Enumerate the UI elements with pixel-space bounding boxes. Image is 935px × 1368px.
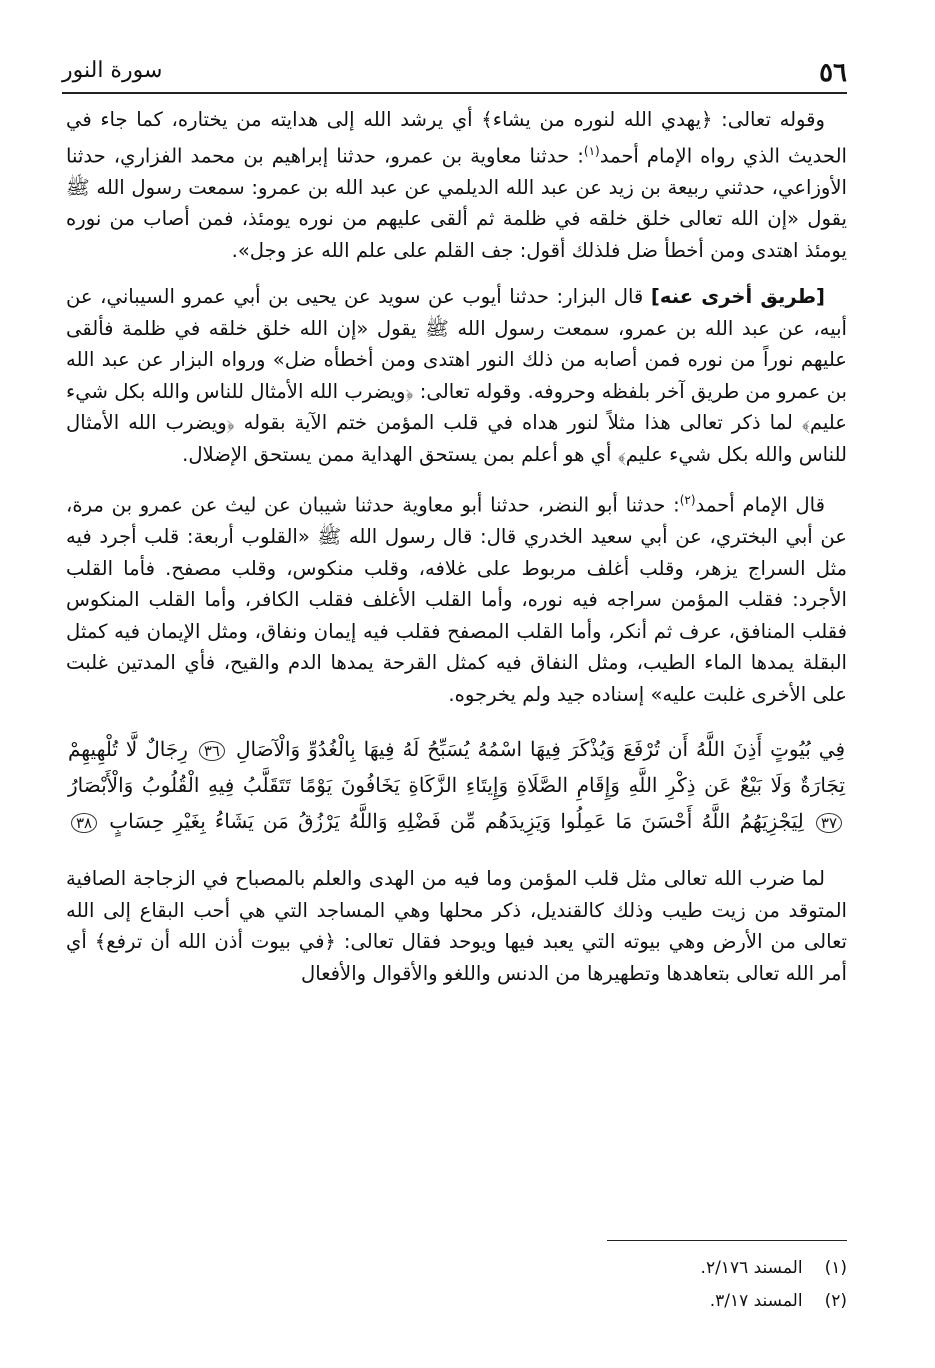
ayah-number-38: ٣٨ [71, 813, 97, 833]
paragraph-1-text-a: وقوله تعالى: ﴿يهدي الله لنوره من يشاء﴾ أي يرشد الله إلى هدايته من يختاره، كما جاء في الحديث الذي رواه الإمام أحمد [66, 108, 847, 168]
paragraph-3-text-a: قال الإمام أحمد [695, 493, 825, 517]
footnote-1 [400, 1252, 847, 1285]
paragraph-3 [66, 485, 847, 710]
footnote-2-text: المسند ٣/١٧. [709, 1291, 803, 1311]
running-title: سورة النور [62, 58, 163, 83]
footnote-1-text: المسند ٢/١٧٦. [700, 1258, 803, 1278]
footnote-2 [400, 1285, 847, 1318]
paragraph-1-text-b: : حدثنا معاوية بن عمرو، حدثنا إبراهيم بن محمد الفزاري، حدثنا الأوزاعي، حدثني ربيعة بن زيد عن عبد الله الديلمي عن عبد الله بن عمرو: سمعت رسول الله ﷺ يقول «إن الله تعالى خلق خلقه في ظلمة ثم ألقى عليهم من نوره يومئذ، فمن أصاب من نوره يومئذ اهتدى ومن أخطأ ضل فلذلك أقول: جف القلم على علم الله عز وجل». [66, 144, 847, 262]
page-number: ٥٦ [819, 58, 847, 88]
body-text [66, 104, 847, 1004]
footnote-ref-1: (١) [583, 143, 600, 158]
page-header [62, 52, 847, 94]
footnote-separator [607, 1240, 847, 1241]
paragraph-2-heading: [طريق أخرى عنه] [650, 285, 825, 309]
footnotes [400, 1252, 847, 1318]
ayah-number-37: ٣٧ [816, 813, 842, 833]
footnote-ref-2: (٢) [679, 493, 696, 508]
quran-segment-2: رِجَالٌ لَّا تُلْهِيهِمْ تِجَارَةٌ وَلَا بَيْعٌ عَن ذِكْرِ اللَّهِ وَإِقَامِ الصَّلَاةِ وَإِيتَاءِ الزَّكَاةِ يَخَافُونَ يَوْمًا تَتَقَلَّبُ فِيهِ الْقُلُوبُ وَالْأَبْصَارُ [68, 737, 845, 798]
paragraph-2 [66, 281, 847, 470]
quran-segment-3: لِيَجْزِيَهُمُ اللَّهُ أَحْسَنَ مَا عَمِلُوا وَيَزِيدَهُم مِّن فَضْلِهِ وَاللَّهُ يَرْزُقُ مَن يَشَاءُ بِغَيْرِ حِسَابٍ [109, 809, 804, 834]
paragraph-3-text-b: : حدثنا أبو النضر، حدثنا أبو معاوية حدثنا شيبان عن ليث عن عمرو بن مرة، عن أبي البختري، عن أبي سعيد الخدري قال: قال رسول الله ﷺ «القلوب أربعة: قلب أجرد فيه مثل السراج يزهر، وقلب أغلف مربوط على غلافه، وقلب منكوس، وقلب مصفح. فأما القلب الأجرد: فقلب المؤمن سراجه فيه نوره، وأما القلب الأغلف فقلب الكافر، وأما القلب المنكوس فقلب المنافق، عرف ثم أنكر، وأما القلب المصفح فقلب فيه إيمان ونفاق، ومثل الإيمان فيه كمثل البقلة يمدها الماء الطيب، ومثل النفاق فيه كمثل القرحة يمدها الدم والقيح، فأي المدتين غلبت على الأخرى غلبت عليه» إسناده جيد ولم يخرجوه. [66, 493, 847, 706]
footnote-2-number: (٢) [824, 1291, 847, 1311]
footnote-1-number: (١) [824, 1258, 847, 1278]
paragraph-4: لما ضرب الله تعالى مثل قلب المؤمن وما فيه من الهدى والعلم بالمصباح في الزجاجة الصافية المتوقد من زيت طيب وذلك كالقنديل، ذكر محلها وهي المساجد التي هي أحب البقاع إلى الله تعالى من الأرض وهي بيوته التي يعبد فيها ويوحد فقال تعالى: ﴿في بيوت أذن الله أن ترفع﴾ أي أمر الله تعالى بتعاهدها وتطهيرها من الدنس واللغو والأقوال والأفعال [66, 867, 847, 985]
ayah-number-36: ٣٦ [199, 741, 225, 761]
quran-verses [66, 725, 847, 845]
paragraph-2-text: قال البزار: حدثنا أيوب عن سويد عن يحيى بن أبي عمرو السيباني، عن أبيه، عن عبد الله بن عمرو، سمعت رسول الله ﷺ يقول «إن الله خلق خلقه في ظلمة فألقى عليهم نوراً من نوره فمن أصابه من ذلك النور اهتدى ومن أخطأه ضل» ورواه البزار عن عبد الله بن عمرو من طريق آخر بلفظه وحروفه. وقوله تعالى: ﴿ويضرب الله الأمثال للناس والله بكل شيء عليم﴾ لما ذكر تعالى هذا مثلاً لنور هداه في قلب المؤمن ختم الآية بقوله ﴿ويضرب الله الأمثال للناس والله بكل شيء عليم﴾ أي هو أعلم بمن يستحق الهداية ممن يستحق الإضلال. [66, 285, 847, 466]
paragraph-1 [66, 104, 847, 266]
quran-segment-1: فِي بُيُوتٍ أَذِنَ اللَّهُ أَن تُرْفَعَ وَيُذْكَرَ فِيهَا اسْمُهُ يُسَبِّحُ لَهُ فِيهَا بِالْغُدُوِّ وَالْآصَالِ [235, 737, 845, 762]
